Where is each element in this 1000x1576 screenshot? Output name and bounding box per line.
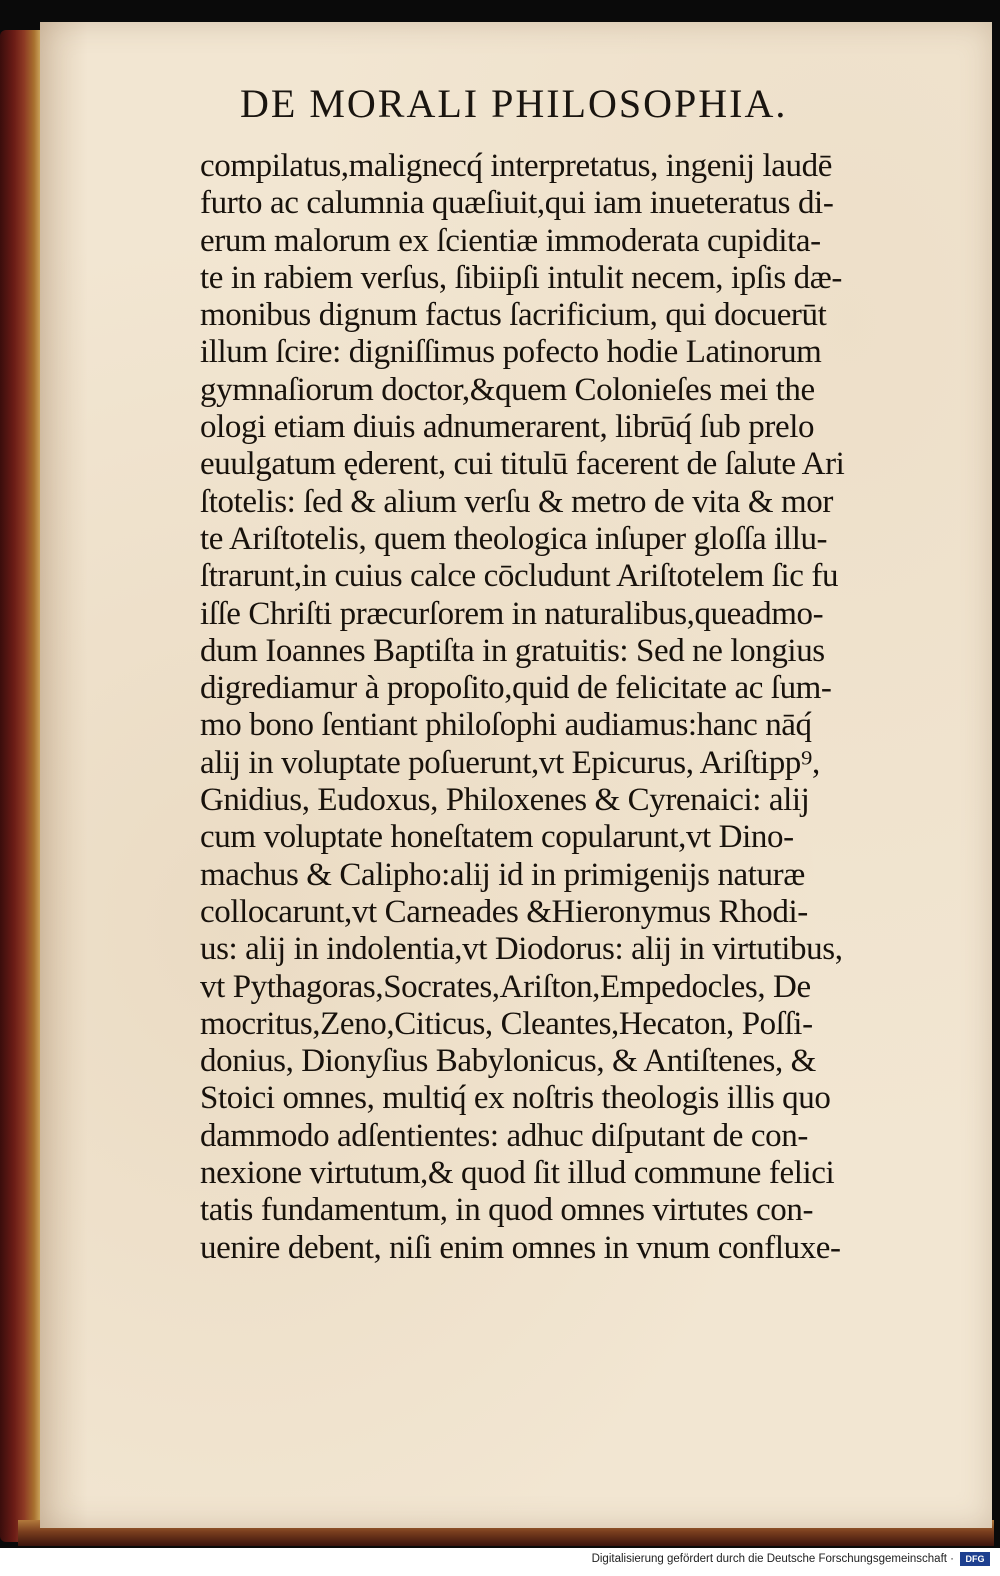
text-line: ſtrarunt,in cuius calce cōcludunt Ariſtotelem ſic fu bbox=[200, 558, 839, 595]
text-line: compilatus,malignecq́ interpretatus, ingenij laudē bbox=[200, 148, 832, 184]
text-line: iſſe Chriſti præcurſorem in naturalibus,queadmo- bbox=[200, 595, 824, 632]
text-line: dum Ioannes Baptiſta in gratuitis: Sed ne longius bbox=[200, 632, 825, 669]
digitization-credit: Digitalisierung gefördert durch die Deutsche Forschungsgemeinschaft · bbox=[591, 1553, 954, 1565]
text-line: donius, Dionyſius Babylonicus, & Antiſtenes, & bbox=[200, 1043, 816, 1080]
text-line: alij in voluptate poſuerunt,vt Epicurus, Ariſtipp⁹, bbox=[200, 744, 820, 781]
text-line: digrediamur à propoſito,quid de felicitate ac ſum- bbox=[200, 670, 832, 707]
text-line: te in rabiem verſus, ſibiipſi intulit necem, ipſis dæ- bbox=[200, 259, 842, 296]
text-line: illum ſcire: digniſſimus pofecto hodie Latinorum bbox=[200, 334, 822, 371]
text-line: dammodo adſentientes: adhuc diſputant de con- bbox=[200, 1117, 808, 1154]
text-line: us: alij in indolentia,vt Diodorus: alij in virtutibus, bbox=[200, 931, 843, 968]
text-line: furto ac calumnia quæſiuit,qui iam inueteratus di- bbox=[200, 185, 834, 222]
text-line: monibus dignum factus ſacrificium, qui docuerūt bbox=[200, 297, 827, 334]
text-line: gymnaſiorum doctor,&quem Colonieſes mei the bbox=[200, 371, 815, 408]
text-line: machus & Calipho:alij id in primigenijs naturæ bbox=[200, 856, 805, 893]
text-line: cum voluptate honeſtatem copularunt,vt Dino- bbox=[200, 819, 794, 856]
text-line: te Ariſtotelis, quem theologica inſuper gloſſa illu- bbox=[200, 520, 828, 557]
text-line: euulgatum ęderent, cui titulū facerent de ſalute Ari bbox=[200, 446, 845, 483]
text-line: tatis fundamentum, in quod omnes virtutes con- bbox=[200, 1192, 814, 1229]
text-line: mo bono ſentiant philoſophi audiamus:hanc nāq́ bbox=[200, 707, 812, 744]
text-line: Gnidius, Eudoxus, Philoxenes & Cyrenaici: alij bbox=[200, 782, 810, 819]
book-binding-edge bbox=[0, 30, 40, 1542]
text-line: Stoici omnes, multiq́ ex noſtris theologis illis quo bbox=[200, 1080, 831, 1117]
text-line: collocarunt,vt Carneades &Hieronymus Rhodi- bbox=[200, 893, 808, 930]
text-line: mocritus,Zeno,Citicus, Cleantes,Hecaton, Poſſi- bbox=[200, 1005, 813, 1042]
running-head: DE MORALI PHILOSOPHIA. bbox=[240, 81, 788, 126]
text-line: nexione virtutum,& quod ſit illud commune felici bbox=[200, 1155, 835, 1192]
page-text bbox=[200, 148, 940, 1267]
text-line: ologi etiam diuis adnumerarent, librūq́ ſub prelo bbox=[200, 409, 815, 446]
text-line: erum malorum ex ſcientiæ immoderata cupidita- bbox=[200, 222, 821, 259]
text-line: ſtotelis: ſed & alium verſu & metro de vita & mor bbox=[200, 483, 833, 520]
text-line: uenire debent, niſi enim omnes in vnum confluxe- bbox=[200, 1229, 841, 1266]
dfg-logo: DFG bbox=[960, 1552, 990, 1566]
text-line: vt Pythagoras,Socrates,Ariſton,Empedocles, De bbox=[200, 968, 811, 1005]
